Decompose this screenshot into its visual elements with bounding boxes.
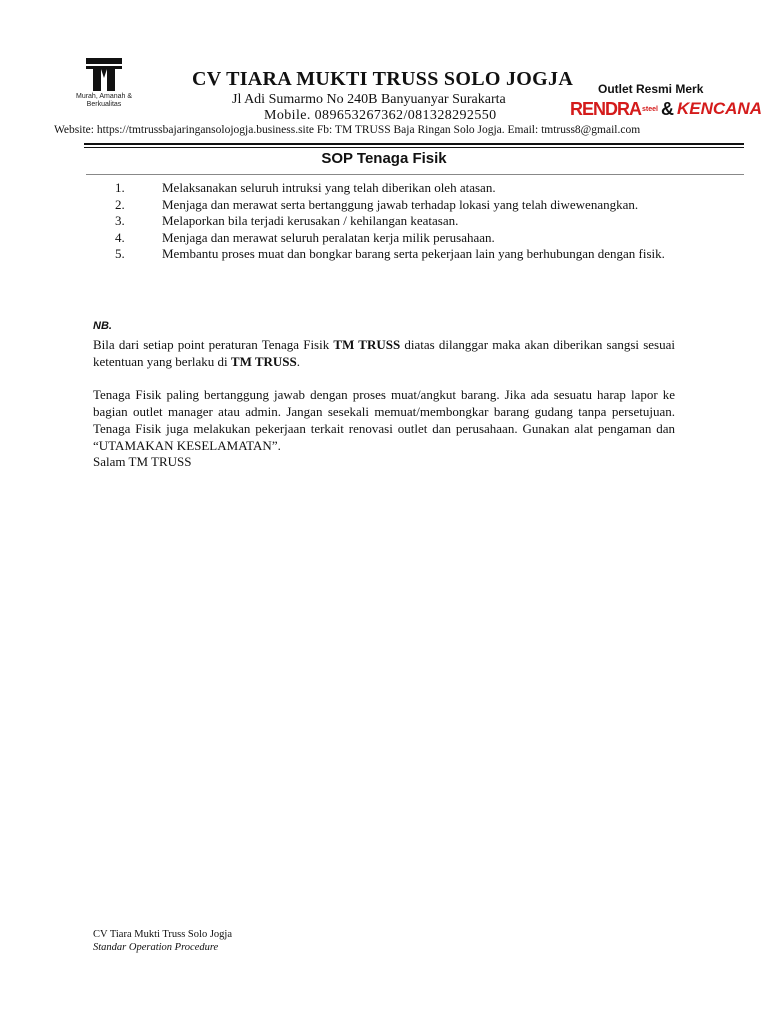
nb-text: diatas dilanggar maka akan diberikan sangsi sesuai ketentuan yang berlaku di	[93, 337, 675, 369]
brand-ampersand: &	[660, 98, 674, 119]
company-mobile: Mobile. 089653267362/081328292550	[264, 108, 497, 123]
contact-line: Website: https://tmtrussbajaringansolojogja.business.site Fb: TM TRUSS Baja Ringan Solo Jogja. Email: tmtruss8@gmail.com	[54, 124, 641, 136]
brand-logos	[570, 98, 762, 120]
nb-paragraph-sanction	[93, 336, 675, 370]
nb-paragraph-responsibility: Tenaga Fisik paling bertanggung jawab dengan proses muat/angkut barang. Jika ada sesuatu harap lapor ke bagian outlet manager atau admin. Jangan sesekali memuat/membongkar barang gudang tanpa persetujuan. Tenaga Fisik juga melakukan pekerjaan terkait renovasi outlet dan perusahaan. Gunakan alat pengaman dan “UTAMAKAN KESELAMATAN”.	[93, 387, 675, 453]
header-divider	[84, 143, 744, 145]
list-item	[93, 213, 675, 230]
footer-doc-type: Standar Operation Procedure	[93, 942, 219, 953]
company-logo	[68, 56, 140, 109]
logo-tagline: Murah, Amanah & Berkualitas	[75, 93, 133, 108]
list-item-number: 3.	[115, 213, 125, 228]
list-item-text: Melaporkan bila terjadi kerusakan / kehilangan keatasan.	[162, 213, 459, 228]
list-item	[93, 197, 675, 214]
title-divider	[86, 174, 744, 175]
company-name: CV TIARA MUKTI TRUSS SOLO JOGJA	[192, 68, 574, 90]
nb-text: Bila dari setiap point peraturan Tenaga Fisik	[93, 337, 334, 352]
sop-list	[93, 180, 675, 263]
nb-label: NB.	[93, 320, 112, 332]
rendra-logo: RENDRA	[570, 98, 642, 119]
list-item-number: 1.	[115, 180, 125, 195]
list-item-number: 4.	[115, 229, 125, 245]
outlet-label: Outlet Resmi Merk	[598, 82, 704, 96]
list-item-number: 5.	[115, 246, 125, 261]
list-item-text: Menjaga dan merawat seluruh peralatan kerja milik perusahaan.	[162, 229, 495, 245]
list-item	[93, 246, 675, 263]
list-item-text: Melaksanakan seluruh intruksi yang telah diberikan oleh atasan.	[162, 180, 496, 195]
list-item-text: Membantu proses muat dan bongkar barang serta pekerjaan lain yang berhubungan dengan fisik.	[162, 246, 665, 261]
rendra-logo-sub: steel	[642, 105, 658, 113]
tm-logo-icon	[84, 56, 124, 92]
company-address: Jl Adi Sumarmo No 240B Banyuanyar Surakarta	[232, 92, 506, 107]
list-item-number: 2.	[115, 196, 125, 212]
list-item-text: Menjaga dan merawat serta bertanggung jawab terhadap lokasi yang telah diwewenangkan.	[162, 196, 639, 212]
closing-salutation: Salam TM TRUSS	[93, 454, 192, 469]
list-item	[93, 230, 675, 247]
kencana-logo: KENCANA	[676, 99, 762, 118]
document-title: SOP Tenaga Fisik	[321, 150, 447, 167]
nb-text: .	[296, 354, 301, 369]
nb-company-bold: TM TRUSS	[333, 337, 401, 352]
header-divider-thin	[84, 147, 744, 148]
footer-company: CV Tiara Mukti Truss Solo Jogja	[93, 929, 232, 940]
nb-company-bold: TM TRUSS	[230, 354, 297, 369]
list-item	[93, 180, 675, 197]
